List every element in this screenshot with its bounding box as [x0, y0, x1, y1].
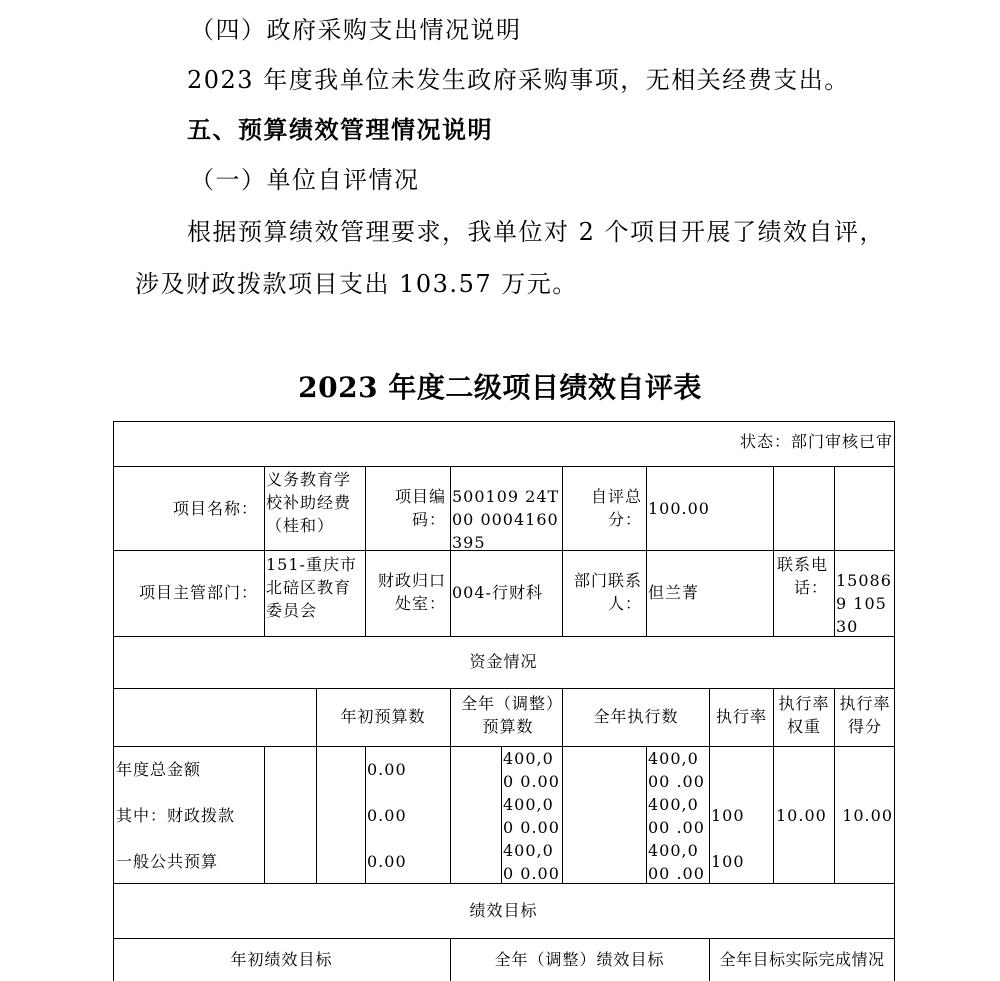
status-text: 状态：部门审核已审	[739, 432, 893, 451]
col-executed: 全年执行数	[593, 707, 679, 726]
finance-office-value: 004-行财科	[452, 583, 543, 602]
self-eval-paragraph-line2: 涉及财政拨款项目支出 103.57 万元。	[135, 270, 578, 298]
row-initial: 0.00	[367, 852, 407, 871]
row-rate: 100	[711, 806, 745, 825]
project-code-label: 项目编码：	[394, 487, 446, 529]
row-adjusted: 400,00 0.00	[503, 841, 560, 883]
project-name-value: 义务教育学校补助经费（桂和）	[266, 470, 352, 535]
phone-value: 150869 10530	[836, 571, 892, 636]
score-total-label: 自评总分：	[590, 487, 642, 529]
dept-value: 151-重庆市北碚区教育委员会	[266, 555, 357, 620]
row-weight: 10.00	[776, 806, 827, 825]
row-label: 一般公共预算	[116, 852, 219, 871]
procurement-paragraph: 2023 年度我单位未发生政府采购事项，无相关经费支出。	[187, 66, 850, 94]
table-title: 2023 年度二级项目绩效自评表	[298, 371, 702, 404]
funds-header: 资金情况	[469, 652, 538, 671]
contact-value: 但兰菁	[648, 583, 700, 602]
row-initial: 0.00	[367, 760, 407, 779]
row-executed: 400,000 .00	[648, 841, 705, 883]
row-rate: 100	[711, 852, 745, 871]
row-label: 其中：财政拨款	[116, 806, 236, 825]
perf-header: 绩效目标	[469, 901, 538, 920]
row-score: 10.00	[842, 806, 893, 825]
dept-label: 项目主管部门：	[138, 583, 258, 602]
col-rate-score: 执行率得分	[839, 694, 891, 736]
col-exec-rate: 执行率	[715, 707, 767, 726]
perf-adjusted-goal: 全年（调整）绩效目标	[494, 950, 665, 969]
row-adjusted: 400,00 0.00	[503, 795, 560, 837]
col-adjusted-budget: 全年（调整）预算数	[460, 694, 555, 736]
row-initial: 0.00	[367, 806, 407, 825]
subsection-heading-self-eval: （一）单位自评情况	[190, 166, 420, 194]
row-executed: 400,000 .00	[648, 795, 705, 837]
contact-label: 部门联系人：	[573, 571, 642, 613]
col-initial-budget: 年初预算数	[340, 707, 426, 726]
project-code-value: 500109 24T00 0004160395	[452, 487, 560, 552]
section-heading-procurement: （四）政府采购支出情况说明	[190, 16, 522, 44]
finance-office-label: 财政归口处室：	[377, 571, 446, 613]
phone-label: 联系电话：	[776, 555, 828, 597]
row-executed: 400,000 .00	[648, 749, 705, 791]
project-name-label: 项目名称：	[172, 499, 258, 518]
col-rate-weight: 执行率权重	[778, 694, 830, 736]
row-label: 年度总金额	[116, 760, 202, 779]
section-heading-performance: 五、预算绩效管理情况说明	[187, 115, 493, 144]
row-adjusted: 400,00 0.00	[503, 749, 560, 791]
perf-initial-goal: 年初绩效目标	[230, 950, 333, 969]
self-eval-paragraph-line1: 根据预算绩效管理要求，我单位对 2 个项目开展了绩效自评，	[187, 218, 886, 246]
score-total-value: 100.00	[648, 499, 710, 518]
perf-actual-completion: 全年目标实际完成情况	[719, 950, 885, 969]
